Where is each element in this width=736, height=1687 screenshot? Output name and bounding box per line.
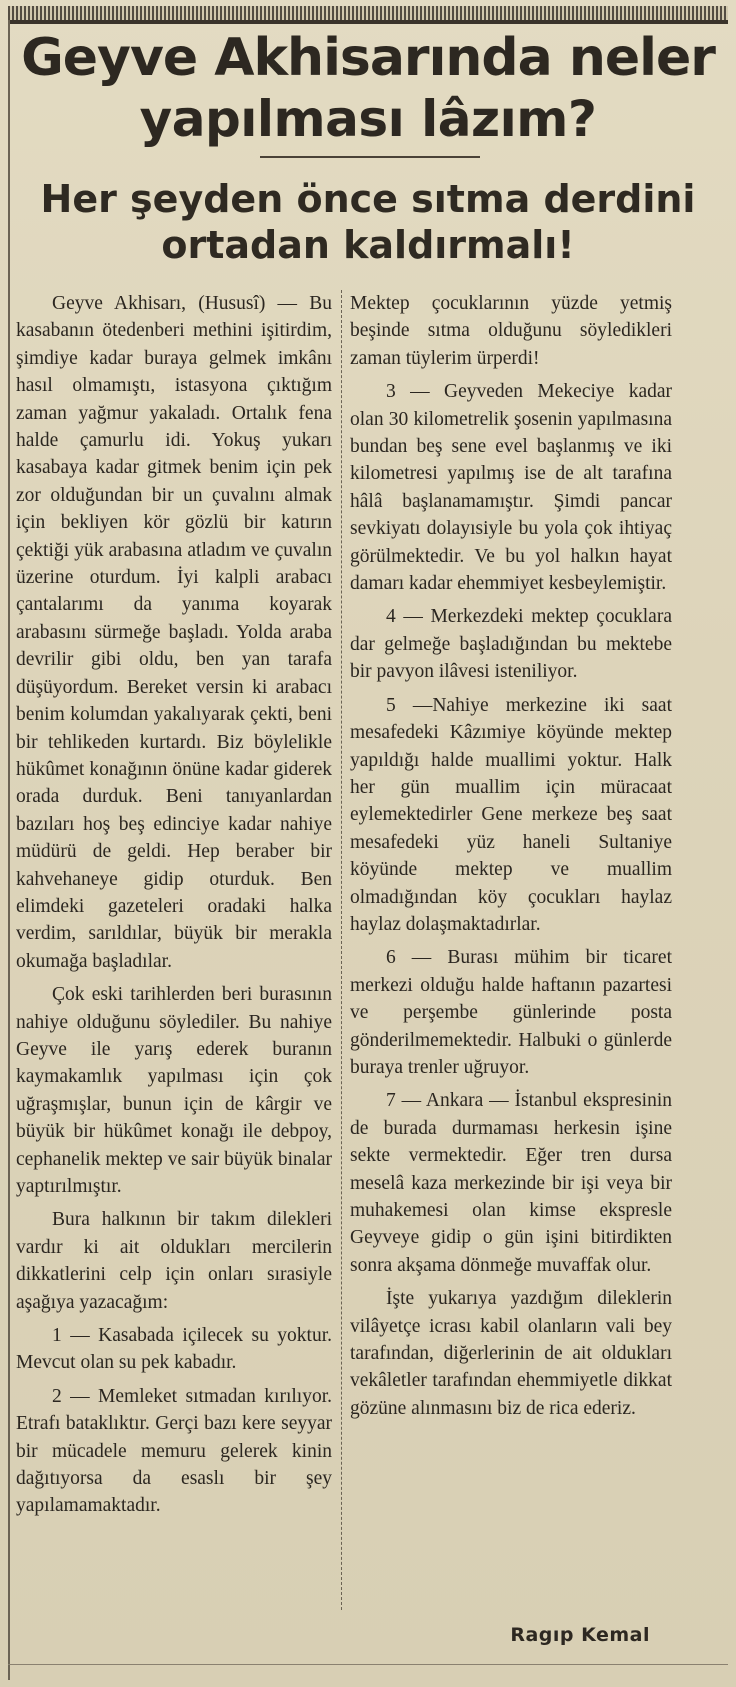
right-paragraph-closing: İşte yukarıya yazdığım dileklerin vilâyetçe icrası kabil olanların vali bey tarafından, diğerlerinin de ait oldukları vekâletler tarafından ehemmiyetle dikkat gözüne alınmasını biz de rica ederiz. [350, 1288, 672, 1419]
top-solid-rule [8, 20, 728, 24]
right-paragraph-item-6: 6 — Burası mühim bir ticaret merkezi olduğu halde haftanın pazartesi ve perşembe günlerinde posta gönderilmemektedir. Halbuki o günlerde buraya trenler uğruyor. [350, 947, 672, 1078]
left-column-edge [8, 20, 10, 1680]
right-column [350, 290, 672, 1422]
right-paragraph-item-4: 4 — Merkezdeki mektep çocuklara dar gelmeğe başladığından bu mektebe bir pavyon ilâvesi isteniliyor. [350, 606, 672, 683]
headline-divider [260, 156, 480, 158]
right-paragraph-item-7: 7 — Ankara — İstanbul ekspresinin de burada durmaması herkesin işine sekte vermektedir. Eğer tren dursa meselâ kaza merkezinde bir işi veya bir muhakemesi olan kimse ekspresle Geyveye gidip o gün işini bitirdikten sonra akşama dönmeğe muvaffak olur. [350, 1090, 672, 1276]
bottom-rule [8, 1664, 728, 1665]
left-paragraph-item-1: 1 — Kasabada içilecek su yoktur. Mevcut olan su pek kabadır. [16, 1325, 332, 1374]
right-paragraph-item-3: 3 — Geyveden Mekeciye kadar olan 30 kilometrelik şosenin yapılmasına bundan beş sene evel başlanmış ve iki kilometresi yapılmış ise de alt tarafına hâlâ başlanamamıştır. Şimdi pancar sevkiyatı dolayısiyle bu yola çok ihtiyaç görülmektedir. Ve bu yol halkın hayat damarı kadar ehemmiyet kesbeylemiştir. [350, 381, 672, 595]
left-paragraph-history: Çok eski tarihlerden beri burasının nahiye olduğunu söylediler. Bu nahiye Geyve ile yarış ederek buranın kaymakamlık yapılması için çok uğraşmışlar, bunun için de kârgir ve büyük bir hükûmet konağı ile debpoy, cephanelik mektep ve sair büyük binalar yaptırılmıştır. [16, 984, 332, 1197]
left-column [16, 290, 332, 1520]
subheadline-line-2: ortadan kaldırmalı! [161, 223, 575, 267]
author-signature: Ragıp Kemal [510, 1624, 650, 1646]
top-border-rule [8, 6, 728, 20]
column-divider [341, 290, 342, 1610]
headline-line-1: Geyve Akhisarında neler [21, 28, 715, 88]
headline-line-2: yapılması lâzım? [139, 90, 597, 148]
right-paragraph-item-5: 5 —Nahiye merkezine iki saat mesafedeki Kâzımiye köyünde mektep yapıldığı halde muallimi yoktur. Halk her gün muallim için müracaat eylemektedirler Gene merkeze beş saat mesafedeki yüz haneli Sultaniye köyünde mektep ve muallim olmadığından köy çocukları haylaz haylaz dolaşmaktadırlar. [350, 694, 672, 935]
left-paragraph-wishes: Bura halkının bir takım dilekleri vardır ki ait oldukları mercilerin dikkatlerini celp için onları sırasiyle aşağıya yazacağım: [16, 1209, 332, 1313]
subheadline [14, 176, 722, 268]
right-paragraph-continuation: Mektep çocuklarının yüzde yetmiş beşinde sıtma olduğunu söyledikleri zaman tüylerim ürperdi! [350, 293, 672, 369]
headline [14, 26, 722, 148]
left-paragraph-item-2: 2 — Memleket sıtmadan kırılıyor. Etrafı bataklıktır. Gerçi bazı kere seyyar bir mücadele memuru gelerek kinin dağıtıyorsa da esaslı bir şey yapılamamaktadır. [16, 1385, 332, 1517]
subheadline-line-1: Her şeyden önce sıtma derdini [40, 177, 696, 221]
left-paragraph-intro: Geyve Akhisarı, (Hususî) — Bu kasabanın ötedenberi methini işitirdim, şimdiye kadar buraya gelmek imkânı hasıl olmamıştı, istasyona çıktığım zaman yağmur yakaladı. Ortalık fena halde çamurlu idi. Yokuş yukarı kasabaya kadar gitmek benim için pek zor olduğundan bir un çuvalını almak için bekliyen kör gözlü bir katırın çektiği yük arabasına atladım ve çuvalın üzerine oturdum. İyi kalpli arabacı çantalarımı da yanıma koyarak arabasını sürmeğe başladı. Yolda araba devrilir gibi oldu, ben yan tarafa düşüyordum. Bereket versin ki arabacı benim kolumdan yakalıyarak çekti, beni bir tehlikeden kurtardı. Biz böylelikle hükûmet konağının önüne kadar giderek orada durduk. Beni tanıyanlardan bazıları hoş beş edinciye kadar nahiye müdürü de geldi. Hep beraber bir kahvehaneye gidip oturduk. Ben elimdeki gazeteleri oradaki halka verdim, sarıldılar, büyük bir merakla okumağa başladılar. [16, 293, 332, 972]
